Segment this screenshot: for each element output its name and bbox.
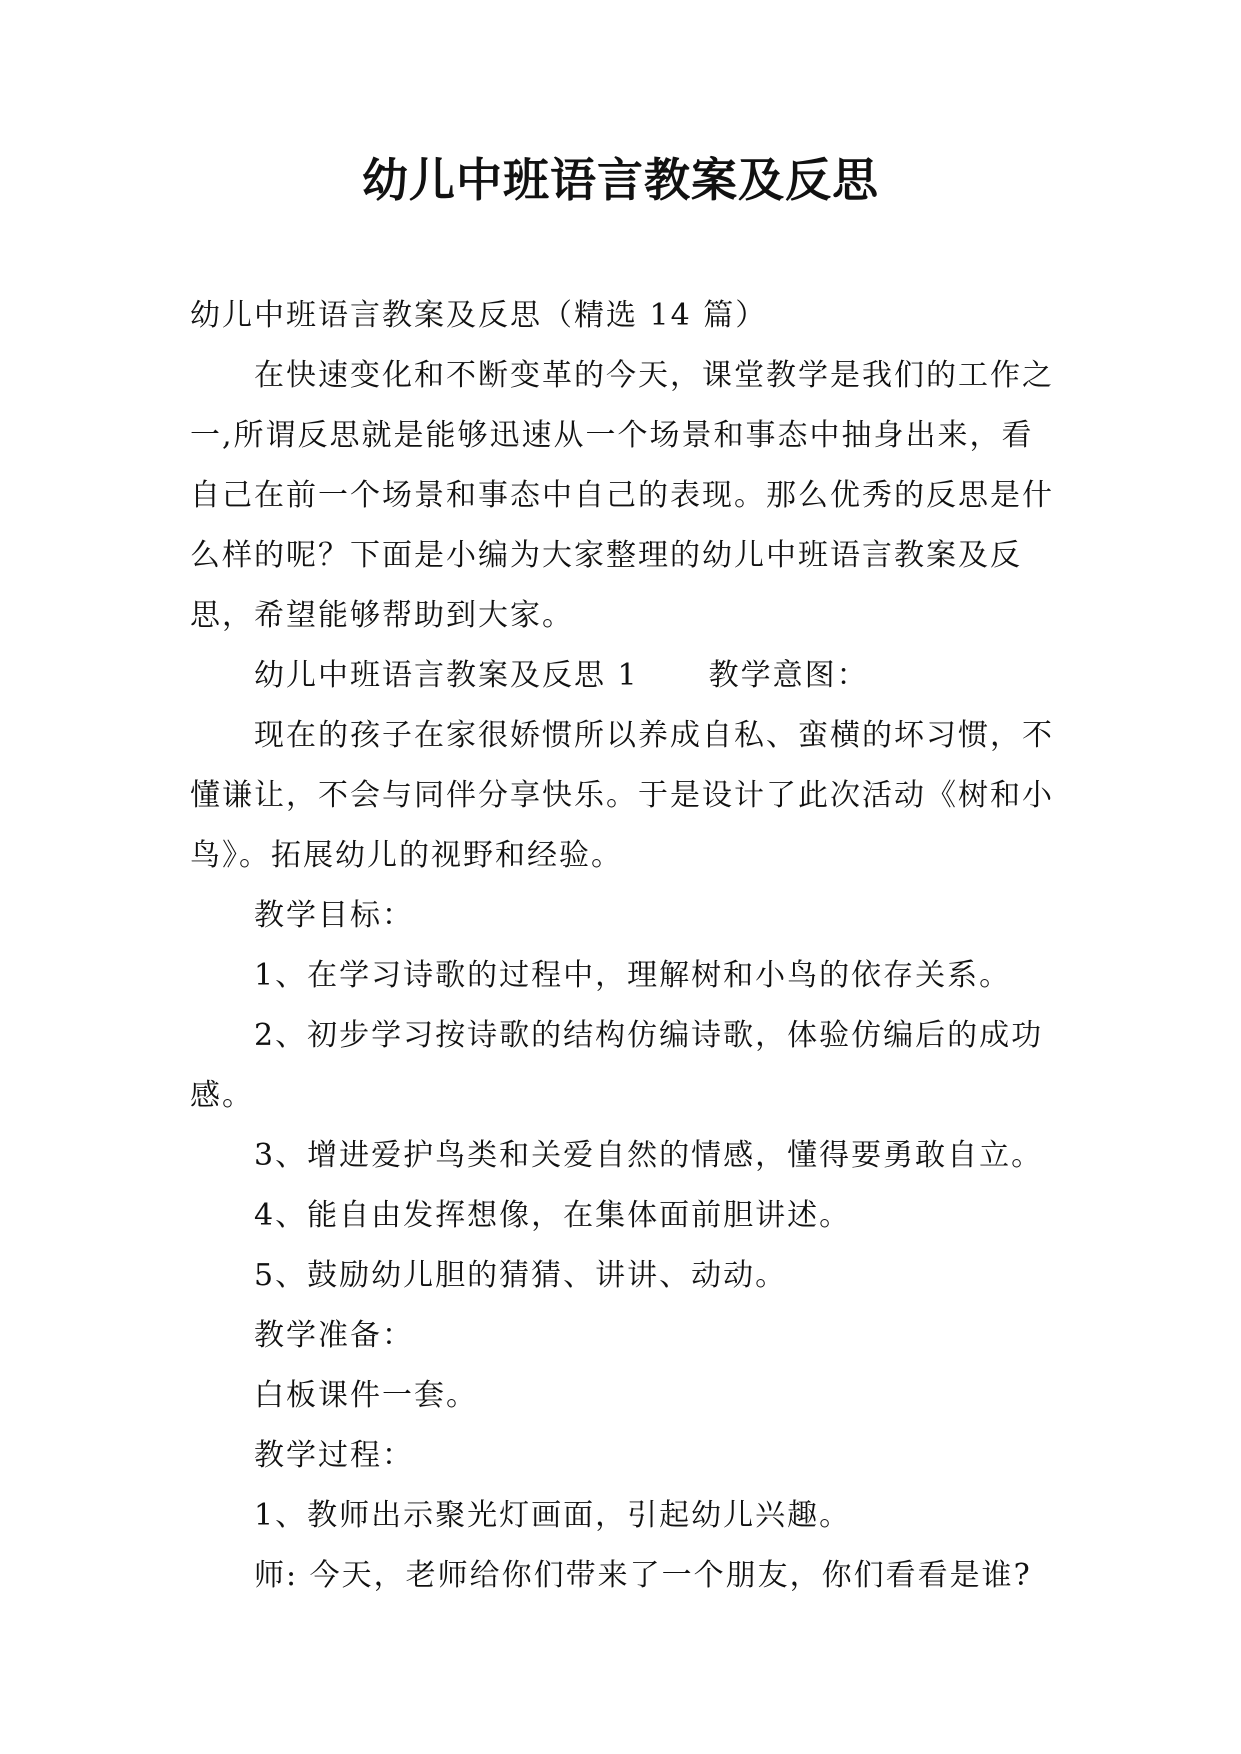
intent-paragraph: 现在的孩子在家很娇惯所以养成自私、蛮横的坏习惯，不懂谦让，不会与同伴分享快乐。于是设计了此次活动《树和小鸟》。拓展幼儿的视野和经验。 xyxy=(190,718,1054,873)
process-step: 1、教师出示聚光灯画面，引起幼儿兴趣。 xyxy=(254,1498,852,1533)
goals-heading: 教学目标： xyxy=(254,898,414,933)
section-heading-line xyxy=(190,646,1060,706)
intro-paragraph: 在快速变化和不断变革的今天，课堂教学是我们的工作之一,所谓反思就是能够迅速从一个场景和事态中抽身出来，看自己在前一个场景和事态中自己的表现。那么优秀的反思是什么样的呢？下面是小编为大家整理的幼儿中班语言教案及反思，希望能够帮助到大家。 xyxy=(190,358,1054,633)
teacher-line: 师: 今天，老师给你们带来了一个朋友，你们看看是谁? xyxy=(254,1558,1032,1593)
document-subtitle: 幼儿中班语言教案及反思（精选 14 篇） xyxy=(190,298,768,333)
goal-item: 1、在学习诗歌的过程中，理解树和小鸟的依存关系。 xyxy=(254,958,1012,993)
process-heading: 教学过程： xyxy=(254,1438,414,1473)
prep-heading: 教学准备： xyxy=(254,1318,414,1353)
goal-item: 3、增进爱护鸟类和关爱自然的情感，懂得要勇敢自立。 xyxy=(254,1138,1044,1173)
intent-heading: 教学意图： xyxy=(708,658,869,693)
goal-item: 5、鼓励幼儿胆的猜猜、讲讲、动动。 xyxy=(254,1258,788,1293)
section-title: 幼儿中班语言教案及反思 1 xyxy=(254,658,639,693)
prep-paragraph: 白板课件一套。 xyxy=(254,1378,478,1413)
document-title: 幼儿中班语言教案及反思 xyxy=(362,153,879,207)
goal-item: 2、初步学习按诗歌的结构仿编诗歌，体验仿编后的成功感。 xyxy=(190,1018,1044,1113)
goal-item: 4、能自由发挥想像，在集体面前胆讲述。 xyxy=(254,1198,852,1233)
document-body xyxy=(190,286,1060,1606)
